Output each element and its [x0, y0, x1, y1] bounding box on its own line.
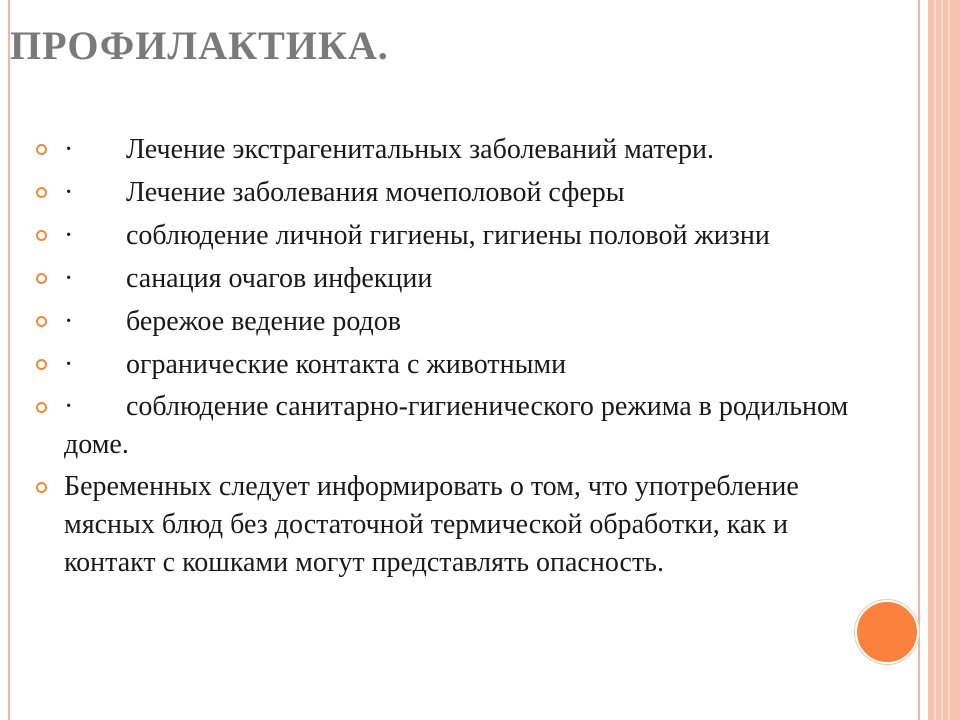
- list-item-text: Лечение экстрагенитальных заболеваний матери.: [126, 134, 714, 165]
- slide-title: ПРОФИЛАКТИКА.: [10, 23, 389, 68]
- bullet-marker: ·: [64, 220, 74, 251]
- bullet-marker: ·: [64, 391, 74, 422]
- list-item-text: соблюдение санитарно-гигиенического режима в родильном доме.: [64, 391, 849, 460]
- list-item-text: соблюдение личной гигиены, гигиены половой жизни: [126, 220, 770, 251]
- note-text: Беременных следует информировать о том, что употребление мясных блюд без достаточной термической обработки, как и контакт с кошками могут представлять опасность.: [64, 471, 799, 578]
- bullet-circle-icon: [36, 230, 47, 241]
- side-decorative-band: [928, 0, 960, 720]
- bullet-circle-icon: [36, 316, 47, 327]
- list-item-text: бережое ведение родов: [126, 306, 401, 337]
- band-stripe: [948, 0, 950, 720]
- bullet-circle-icon: [36, 187, 47, 198]
- bullet-marker: ·: [64, 134, 74, 165]
- band-stripe: [934, 0, 936, 720]
- band-stripe: [941, 0, 943, 720]
- list-item-text: санация очагов инфекции: [126, 263, 433, 294]
- bullet-marker: ·: [64, 349, 74, 380]
- decorative-circle-icon: [855, 600, 919, 664]
- bullet-circle-icon: [36, 273, 47, 284]
- bullet-circle-icon: [36, 144, 47, 155]
- bullet-marker: ·: [64, 177, 74, 208]
- bullet-circle-icon: [36, 402, 47, 413]
- bullet-marker: ·: [64, 263, 74, 294]
- list-item-text: огранические контакта с животными: [126, 349, 567, 380]
- bullet-circle-icon: [36, 359, 47, 370]
- bullet-marker: ·: [64, 306, 74, 337]
- bullet-circle-icon: [36, 482, 47, 493]
- frame-line-right: [918, 0, 920, 720]
- list-item-text: Лечение заболевания мочеполовой сферы: [126, 177, 625, 208]
